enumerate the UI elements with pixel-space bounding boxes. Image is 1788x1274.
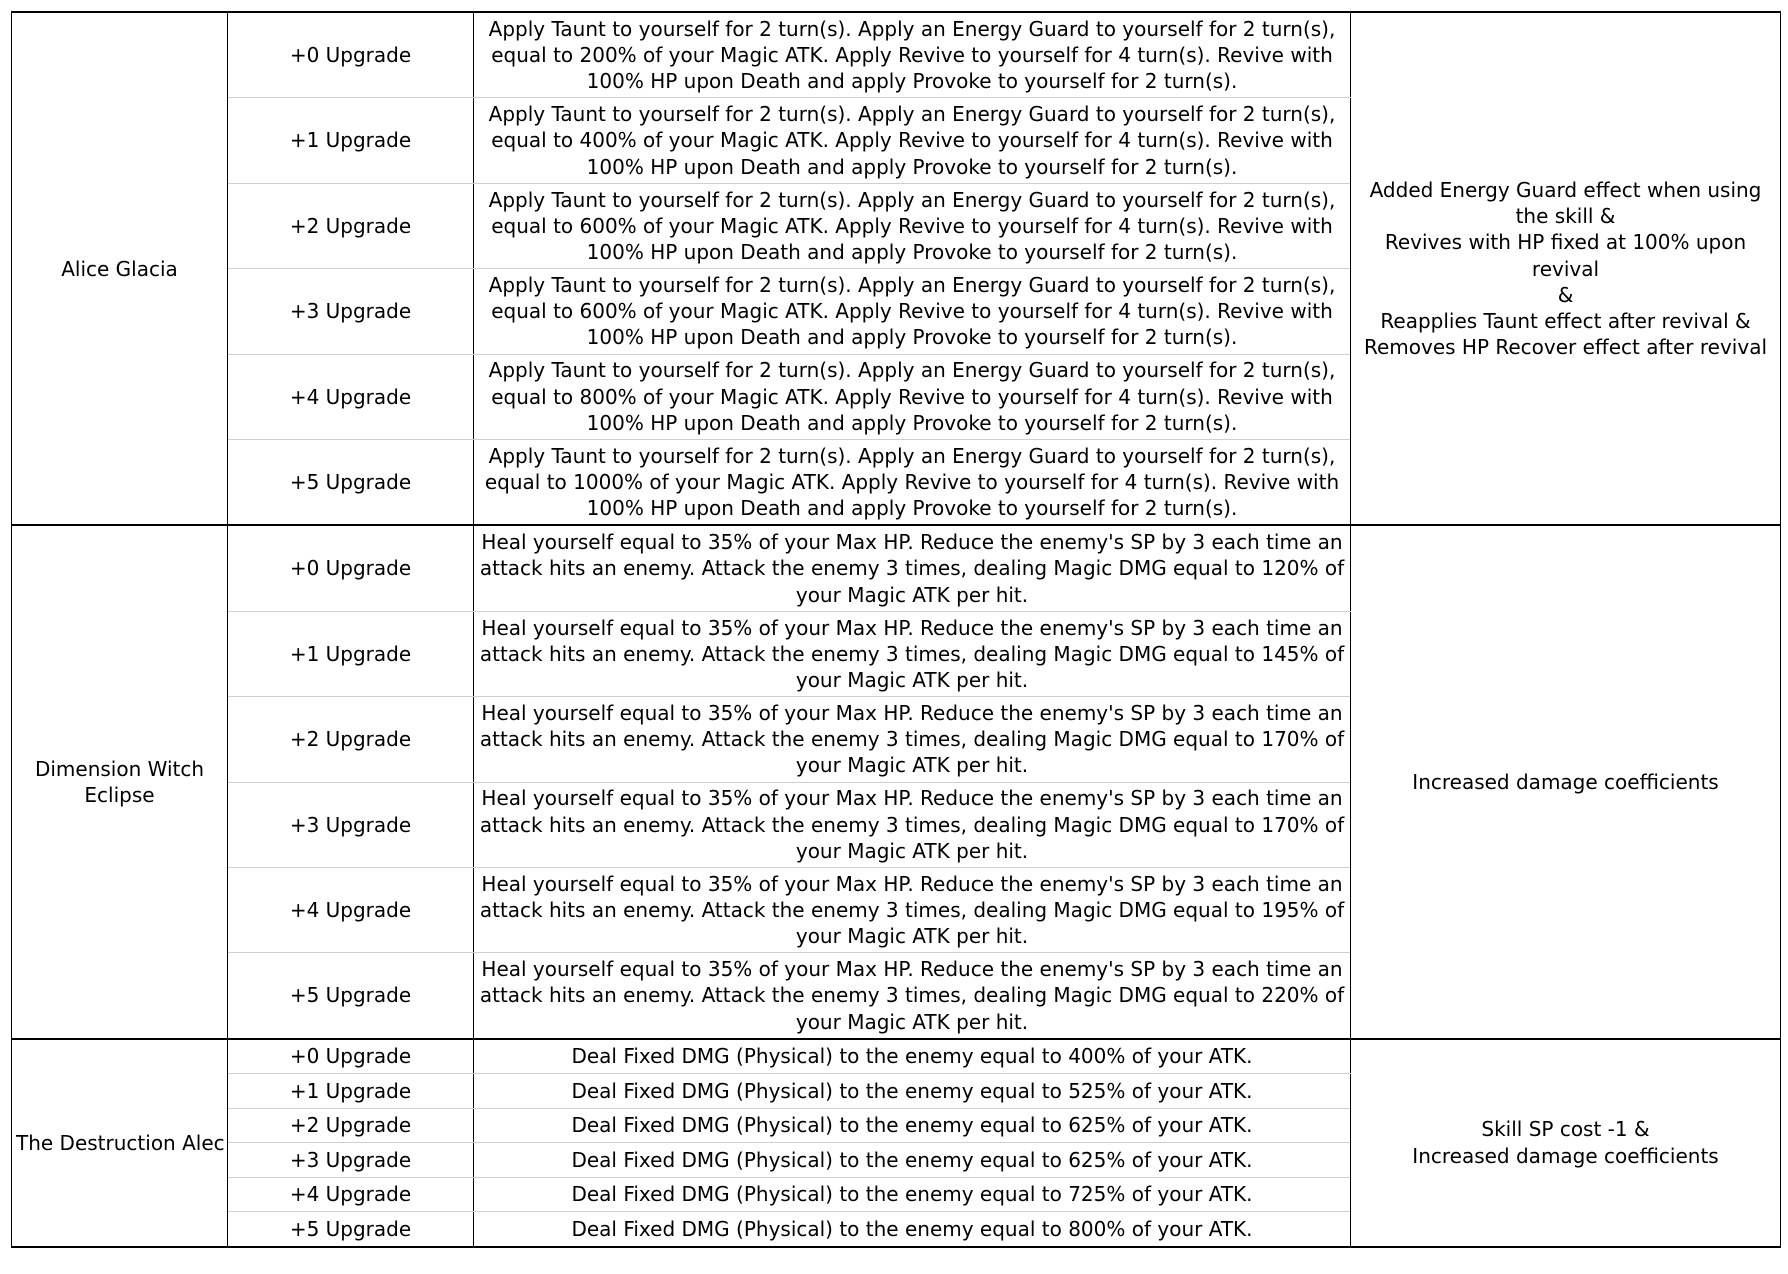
upgrade-level-cell: +5 Upgrade bbox=[228, 953, 474, 1039]
upgrade-level-cell: +5 Upgrade bbox=[228, 1212, 474, 1247]
upgrade-level-cell: +2 Upgrade bbox=[228, 183, 474, 268]
skill-description-cell: Heal yourself equal to 35% of your Max HP. Reduce the enemy's SP by 3 each time an attack hits an enemy. Attack the enemy 3 times, dealing Magic DMG equal to 145% of your Magic ATK per hit. bbox=[474, 611, 1351, 696]
upgrade-summary-text: Added Energy Guard effect when using the skill & Revives with HP fixed at 100% upon revival & Reapplies Taunt effect after revival & Removes HP Recover effect after revival bbox=[1363, 177, 1768, 360]
table-row bbox=[12, 12, 1781, 98]
upgrade-level-cell: +1 Upgrade bbox=[228, 98, 474, 183]
skill-description-cell: Apply Taunt to yourself for 2 turn(s). Apply an Energy Guard to yourself for 2 turn(s), equal to 200% of your Magic ATK. Apply Revive to yourself for 4 turn(s). Revive with 100% HP upon Death and apply Provoke to yourself for 2 turn(s). bbox=[474, 12, 1351, 98]
skill-description-cell: Heal yourself equal to 35% of your Max HP. Reduce the enemy's SP by 3 each time an attack hits an enemy. Attack the enemy 3 times, dealing Magic DMG equal to 120% of your Magic ATK per hit. bbox=[474, 525, 1351, 611]
upgrade-level-cell: +4 Upgrade bbox=[228, 354, 474, 439]
upgrade-level-cell: +0 Upgrade bbox=[228, 12, 474, 98]
upgrade-level-cell: +5 Upgrade bbox=[228, 439, 474, 525]
skill-upgrade-table-body bbox=[12, 12, 1781, 1247]
upgrade-level-cell: +3 Upgrade bbox=[228, 782, 474, 867]
upgrade-level-cell: +1 Upgrade bbox=[228, 1074, 474, 1109]
skill-description-cell: Apply Taunt to yourself for 2 turn(s). Apply an Energy Guard to yourself for 2 turn(s), equal to 400% of your Magic ATK. Apply Revive to yourself for 4 turn(s). Revive with 100% HP upon Death and apply Provoke to yourself for 2 turn(s). bbox=[474, 98, 1351, 183]
upgrade-level-cell: +4 Upgrade bbox=[228, 1177, 474, 1212]
skill-name-cell: Dimension Witch Eclipse bbox=[12, 525, 228, 1038]
skill-description-cell: Apply Taunt to yourself for 2 turn(s). Apply an Energy Guard to yourself for 2 turn(s), equal to 600% of your Magic ATK. Apply Revive to yourself for 4 turn(s). Revive with 100% HP upon Death and apply Provoke to yourself for 2 turn(s). bbox=[474, 269, 1351, 354]
skill-description-cell: Apply Taunt to yourself for 2 turn(s). Apply an Energy Guard to yourself for 2 turn(s), equal to 800% of your Magic ATK. Apply Revive to yourself for 4 turn(s). Revive with 100% HP upon Death and apply Provoke to yourself for 2 turn(s). bbox=[474, 354, 1351, 439]
skill-description-cell: Deal Fixed DMG (Physical) to the enemy equal to 800% of your ATK. bbox=[474, 1212, 1351, 1247]
skill-description-cell: Deal Fixed DMG (Physical) to the enemy equal to 525% of your ATK. bbox=[474, 1074, 1351, 1109]
upgrade-summary-text: Increased damage coefficients bbox=[1412, 769, 1719, 794]
skill-description-cell: Deal Fixed DMG (Physical) to the enemy equal to 725% of your ATK. bbox=[474, 1177, 1351, 1212]
skill-description-cell: Apply Taunt to yourself for 2 turn(s). Apply an Energy Guard to yourself for 2 turn(s), equal to 600% of your Magic ATK. Apply Revive to yourself for 4 turn(s). Revive with 100% HP upon Death and apply Provoke to yourself for 2 turn(s). bbox=[474, 183, 1351, 268]
upgrade-level-cell: +2 Upgrade bbox=[228, 1108, 474, 1143]
upgrade-level-cell: +3 Upgrade bbox=[228, 269, 474, 354]
skill-name-cell: The Destruction Alec bbox=[12, 1039, 228, 1247]
skill-description-cell: Deal Fixed DMG (Physical) to the enemy equal to 625% of your ATK. bbox=[474, 1143, 1351, 1178]
upgrade-level-cell: +1 Upgrade bbox=[228, 611, 474, 696]
skill-upgrade-table bbox=[11, 11, 1781, 1248]
upgrade-summary-cell bbox=[1351, 12, 1781, 525]
upgrade-level-cell: +3 Upgrade bbox=[228, 1143, 474, 1178]
upgrade-level-cell: +4 Upgrade bbox=[228, 867, 474, 952]
skill-description-cell: Deal Fixed DMG (Physical) to the enemy equal to 625% of your ATK. bbox=[474, 1108, 1351, 1143]
upgrade-level-cell: +0 Upgrade bbox=[228, 1039, 474, 1074]
skill-description-cell: Heal yourself equal to 35% of your Max HP. Reduce the enemy's SP by 3 each time an attack hits an enemy. Attack the enemy 3 times, dealing Magic DMG equal to 195% of your Magic ATK per hit. bbox=[474, 867, 1351, 952]
skill-name-cell: Alice Glacia bbox=[12, 12, 228, 525]
upgrade-summary-text: Skill SP cost -1 & Increased damage coefficients bbox=[1412, 1117, 1719, 1168]
skill-description-cell: Deal Fixed DMG (Physical) to the enemy equal to 400% of your ATK. bbox=[474, 1039, 1351, 1074]
upgrade-level-cell: +0 Upgrade bbox=[228, 525, 474, 611]
upgrade-level-cell: +2 Upgrade bbox=[228, 697, 474, 782]
table-row bbox=[12, 525, 1781, 611]
skill-description-cell: Apply Taunt to yourself for 2 turn(s). Apply an Energy Guard to yourself for 2 turn(s), equal to 1000% of your Magic ATK. Apply Revive to yourself for 4 turn(s). Revive with 100% HP upon Death and apply Provoke to yourself for 2 turn(s). bbox=[474, 439, 1351, 525]
skill-description-cell: Heal yourself equal to 35% of your Max HP. Reduce the enemy's SP by 3 each time an attack hits an enemy. Attack the enemy 3 times, dealing Magic DMG equal to 170% of your Magic ATK per hit. bbox=[474, 782, 1351, 867]
upgrade-summary-cell bbox=[1351, 1039, 1781, 1247]
skill-description-cell: Heal yourself equal to 35% of your Max HP. Reduce the enemy's SP by 3 each time an attack hits an enemy. Attack the enemy 3 times, dealing Magic DMG equal to 220% of your Magic ATK per hit. bbox=[474, 953, 1351, 1039]
skill-description-cell: Heal yourself equal to 35% of your Max HP. Reduce the enemy's SP by 3 each time an attack hits an enemy. Attack the enemy 3 times, dealing Magic DMG equal to 170% of your Magic ATK per hit. bbox=[474, 697, 1351, 782]
table-row bbox=[12, 1039, 1781, 1074]
upgrade-summary-cell bbox=[1351, 525, 1781, 1038]
